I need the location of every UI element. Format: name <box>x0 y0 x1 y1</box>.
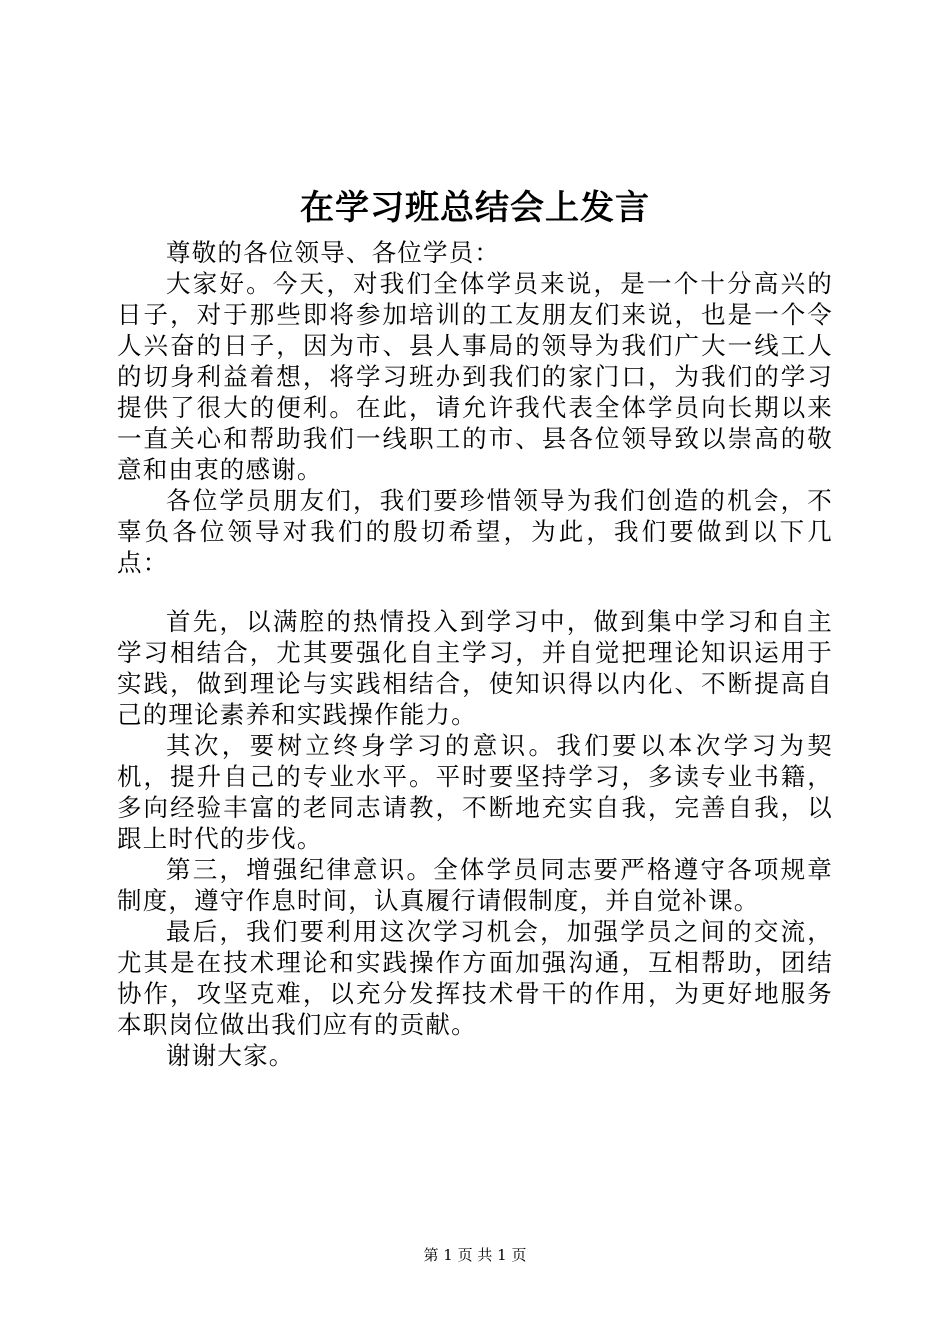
document-title: 在学习班总结会上发言 <box>300 188 650 228</box>
salutation-paragraph: 尊敬的各位领导、各位学员： <box>166 238 501 267</box>
body-paragraph: 其次，要树立终身学习的意识。我们要以本次学习为契机，提升自己的专业水平。平时要坚持学习，多读专业书籍，多向经验丰富的老同志请教，不断地充实自我，完善自我，以跟上时代的步伐。 <box>117 731 833 853</box>
body-paragraph: 大家好。今天，对我们全体学员来说，是一个十分高兴的日子，对于那些即将参加培训的工友朋友们来说，也是一个令人兴奋的日子，因为市、县人事局的领导为我们广大一线工人的切身利益着想，将学习班办到我们的家门口，为我们的学习提供了很大的便利。在此，请允许我代表全体学员向长期以来一直关心和帮助我们一线职工的市、县各位领导致以崇高的敬意和由衷的感谢。 <box>117 269 833 484</box>
body-paragraph: 各位学员朋友们，我们要珍惜领导为我们创造的机会，不辜负各位领导对我们的殷切希望，为此，我们要做到以下几点： <box>117 486 833 577</box>
page-number-footer: 第 1 页 共 1 页 <box>423 1246 527 1264</box>
body-paragraph: 首先，以满腔的热情投入到学习中，做到集中学习和自主学习相结合，尤其要强化自主学习，并自觉把理论知识运用于实践，做到理论与实践相结合，使知识得以内化、不断提高自己的理论素养和实践操作能力。 <box>117 607 833 729</box>
document-body <box>117 237 833 1071</box>
body-paragraph: 第三，增强纪律意识。全体学员同志要严格遵守各项规章制度，遵守作息时间，认真履行请假制度，并自觉补课。 <box>117 855 833 915</box>
body-paragraph: 最后，我们要利用这次学习机会，加强学员之间的交流，尤其是在技术理论和实践操作方面加强沟通，互相帮助，团结协作，攻坚克难，以充分发挥技术骨干的作用，为更好地服务本职岗位做出我们应有的贡献。 <box>117 917 833 1039</box>
closing-paragraph: 谢谢大家。 <box>166 1041 295 1070</box>
